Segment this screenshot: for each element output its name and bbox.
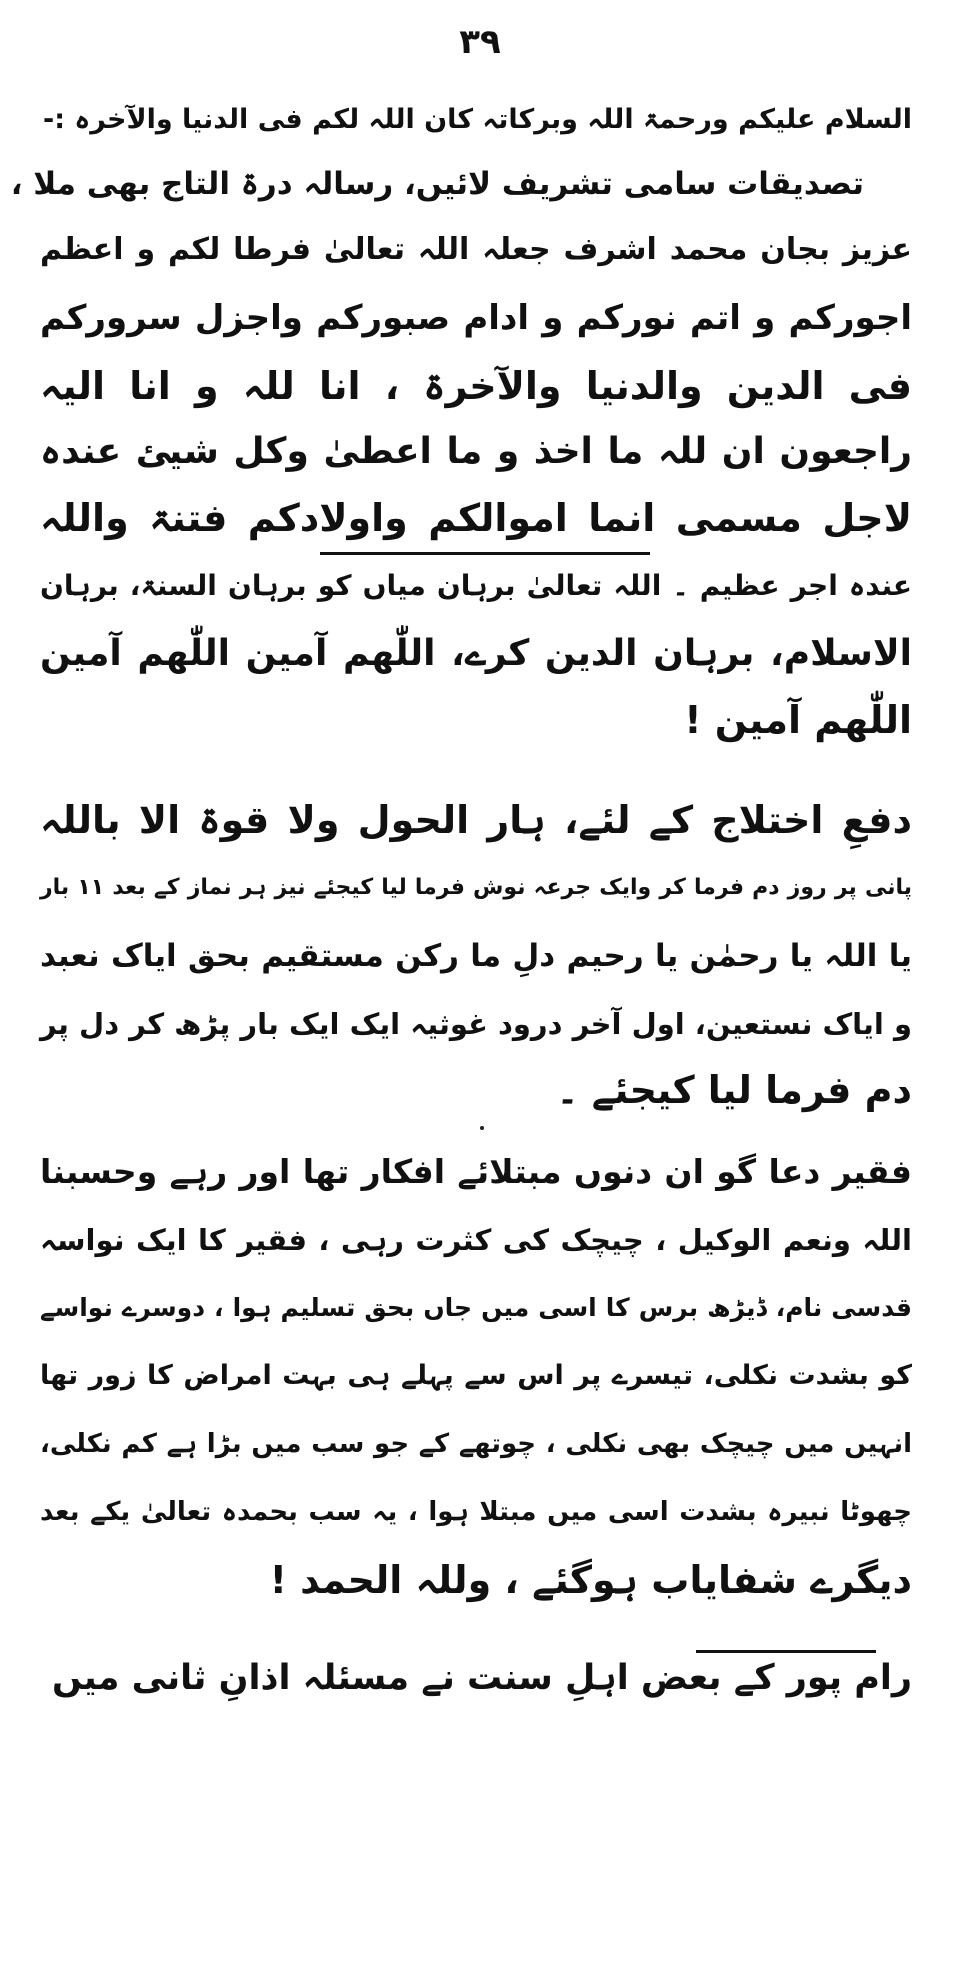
text-overline [696,1650,876,1653]
page-number: ۳۹ [459,22,501,62]
text-line: دم فرما لیا کیجئے ۔ [556,1068,912,1112]
text-line: قدسی نام، ڈیڑھ برس کا اسی میں جاں بحق تسلیم ہوا ، دوسرے نواسے [40,1293,912,1322]
text-line: کو بشدت نکلی، تیسرے پر اس سے پہلے ہی بہت امراض کا زور تھا [40,1360,912,1391]
text-line: دیگرے شفایاب ہوگئے ، وللہ الحمد ! [269,1558,912,1602]
text-line: اللّٰھم آمین ! [684,698,912,742]
text-line: لاجل مسمی انما اموالکم واولادکم فتنۃ واللہ [40,496,912,540]
text-line: رام پور کے بعض اہلِ سنت نے مسئلہ اذانِ ثانی میں [51,1658,912,1698]
text-line: انہیں میں چیچک بھی نکلی ، چوتھے کے جو سب میں بڑا ہے کم نکلی، [40,1429,912,1459]
text-line: اجورکم و اتم نورکم و ادام صبورکم واجزل سرورکم [40,298,912,338]
text-line: پانی پر روز دم فرما کر وایک جرعہ نوش فرما لیا کیجئے نیز ہر نماز کے بعد ۱۱ بار [40,875,912,900]
greeting-line: السلام علیکم ورحمۃ اللہ وبرکاتہ کان اللہ لکم فی الدنیا والآخرہ :- [42,104,912,135]
text-line: عزیز بجان محمد اشرف جعلہ اللہ تعالیٰ فرطا لکم و اعظم [40,232,912,267]
text-line: عندہ اجر عظیم ۔ اللہ تعالیٰ برہان میاں کو برہان السنۃ، برہان [40,569,912,602]
text-line: راجعون ان للہ ما اخذ و ما اعطیٰ وکل شیئ عندہ [40,431,912,472]
text-line: چھوٹا نبیرہ بشدت اسی میں مبتلا ہوا ، یہ سب بحمدہ تعالیٰ یکے بعد [40,1497,912,1527]
text-line: فی الدین والدنیا والآخرۃ ، انا للہ و انا الیہ [40,364,912,408]
text-line: الاسلام، برہان الدین کرے، اللّٰھم آمین اللّٰھم آمین [40,633,912,674]
text-overline [320,552,650,555]
text-line: دفعِ اختلاج کے لئے، ہار الحول ولا قوۃ الا باللہ [40,798,912,842]
text-line: و ایاک نستعین، اول آخر درود غوثیہ ایک ایک بار پڑھ کر دل پر [40,1007,912,1041]
text-line: فقیر دعا گو ان دنوں مبتلائے افکار تھا اور رہے وحسبنا [40,1152,912,1191]
ink-speck [480,1126,484,1130]
text-line: یا اللہ یا رحمٰن یا رحیم دلِ ما رکن مستقیم بحق ایاک نعبد [40,938,912,974]
text-line: تصدیقات سامی تشریف لائیں، رسالہ درۃ التاج بھی ملا ، [10,166,864,202]
text-line: اللہ ونعم الوکیل ، چیچک کی کثرت رہی ، فقیر کا ایک نواسہ [40,1223,912,1257]
